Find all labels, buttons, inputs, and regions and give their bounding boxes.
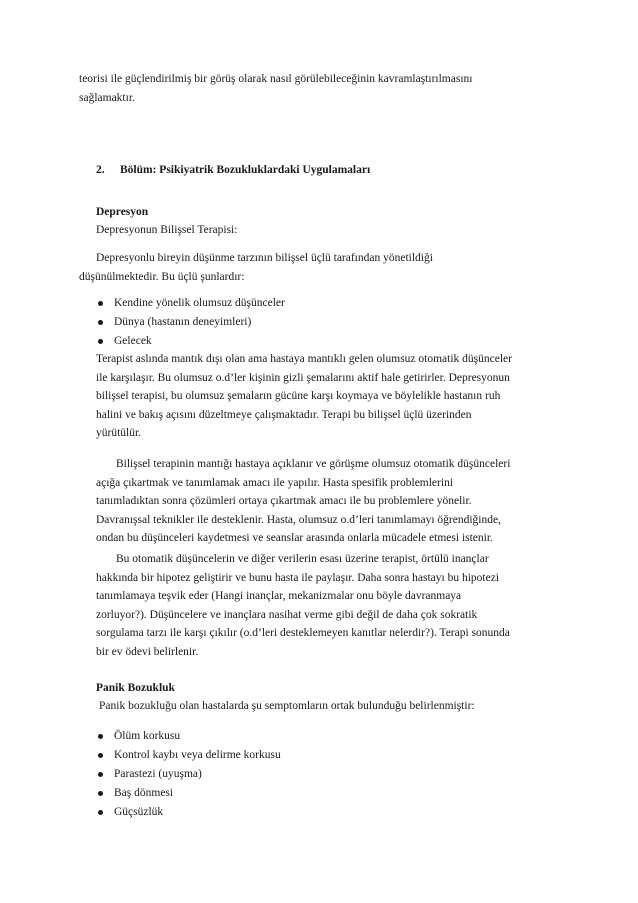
text-line: açığa çıkartmak ve tanımlamak amacı ile yapılır. Hasta spesifik problemlerini bbox=[96, 476, 454, 489]
list-item: Parastezi (uyuşma) bbox=[96, 765, 281, 784]
text-line: Bu otomatik düşüncelerin ve diğer verilerin esası üzerine terapist, örtülü inançlar bbox=[116, 553, 489, 565]
text-line: Depresyonlu bireyin düşünme tarzının bilişsel üçlü tarafından yönetildiği bbox=[96, 252, 433, 264]
text-line: ile karşılaşır. Bu olumsuz o.d’ler kişinin gizli şemalarını aktif hale getirirler. Depresyonun bbox=[96, 371, 510, 384]
text-line: zorluyor?). Düşüncelere ve inançlara nasihat verme gibi değil de daha çok sokratik bbox=[96, 608, 478, 621]
text-line: Bilişsel terapinin mantığı hastaya açıklanır ve görüşme olumsuz otomatik düşünceleri bbox=[116, 458, 511, 470]
text-line: ondan bu düşünceleri kaydetmesi ve seanslar arasında onlarla mücadele etmesi istenir. bbox=[96, 532, 493, 545]
section-number: 2. bbox=[96, 164, 105, 176]
list-item: Kontrol kaybı veya delirme korkusu bbox=[96, 746, 281, 765]
text-line: bilişsel terapisi, bu olumsuz şemaların gücüne karşı koymaya ve böylelikle hastanın ruh bbox=[96, 390, 501, 403]
depresyon-title: Depresyon bbox=[96, 206, 149, 218]
list-item: Güçsüzlük bbox=[96, 803, 281, 822]
list-item: Baş dönmesi bbox=[96, 784, 281, 803]
text-line: yürütülür. bbox=[96, 427, 142, 440]
therapist-paragraph bbox=[96, 350, 512, 443]
cognitive-triad-list bbox=[96, 294, 285, 351]
panic-symptom-list bbox=[96, 727, 281, 822]
section-title: Bölüm: Psikiyatrik Bozukluklardaki Uygulamaları bbox=[120, 164, 371, 176]
hypothesis-paragraph bbox=[96, 550, 510, 662]
text-line: sağlamaktır. bbox=[79, 91, 135, 104]
panik-intro bbox=[96, 697, 475, 715]
text-line: halini ve bakış açısını düzeltmeye çalışmaktadır. Terapi bu bilişsel üçlü üzerinden bbox=[96, 408, 472, 421]
text-line: düşünülmektedir. Bu üçlü şunlardır: bbox=[79, 270, 245, 283]
text-line: hakkında bir hipotez geliştirir ve bunu hasta ile paylaşır. Daha sonra hastayı bu hipotezi bbox=[96, 571, 500, 584]
text-line: teorisi ile güçlendirilmiş bir görüş olarak nasıl görülebileceğinin kavramlaştırılmasını bbox=[79, 73, 473, 85]
section-heading bbox=[96, 161, 370, 179]
list-item: Dünya (hastanın deneyimleri) bbox=[96, 313, 285, 332]
logic-paragraph bbox=[96, 455, 510, 548]
text-line: tanımladıktan sonra çözümleri ortaya çıkartmak amacı ile bu problemlere yönelir. bbox=[96, 495, 472, 508]
depresyon-intro-paragraph bbox=[79, 249, 433, 286]
text-line: sorgulama tarzı ile karşı çıkılır (o.d’leri desteklemeyen kanıtlar nelerdir?). Terapi sonunda bbox=[96, 627, 510, 640]
list-item: Gelecek bbox=[96, 332, 285, 351]
text-line: tanımlamaya teşvik eder (Hangi inançlar, mekanizmalar onu böyle davranmaya bbox=[96, 590, 462, 603]
text-line: bir ev ödevi belirlenir. bbox=[96, 645, 199, 658]
text-line: Panik bozukluğu olan hastalarda şu semptomların ortak bulunduğu belirlenmiştir: bbox=[99, 700, 475, 712]
depresyon-subtitle: Depresyonun Bilişsel Terapisi: bbox=[96, 224, 238, 236]
text-line: Terapist aslında mantık dışı olan ama hastaya mantıklı gelen olumsuz otomatik düşünceler bbox=[96, 353, 512, 365]
list-item: Ölüm korkusu bbox=[96, 727, 281, 746]
intro-paragraph bbox=[79, 70, 472, 107]
panik-title: Panik Bozukluk bbox=[96, 682, 175, 694]
text-line: Davranışsal teknikler ile desteklenir. Hasta, olumsuz o.d’leri tanımlamayı öğrendiğinde, bbox=[96, 513, 501, 526]
list-item: Kendine yönelik olumsuz düşünceler bbox=[96, 294, 285, 313]
